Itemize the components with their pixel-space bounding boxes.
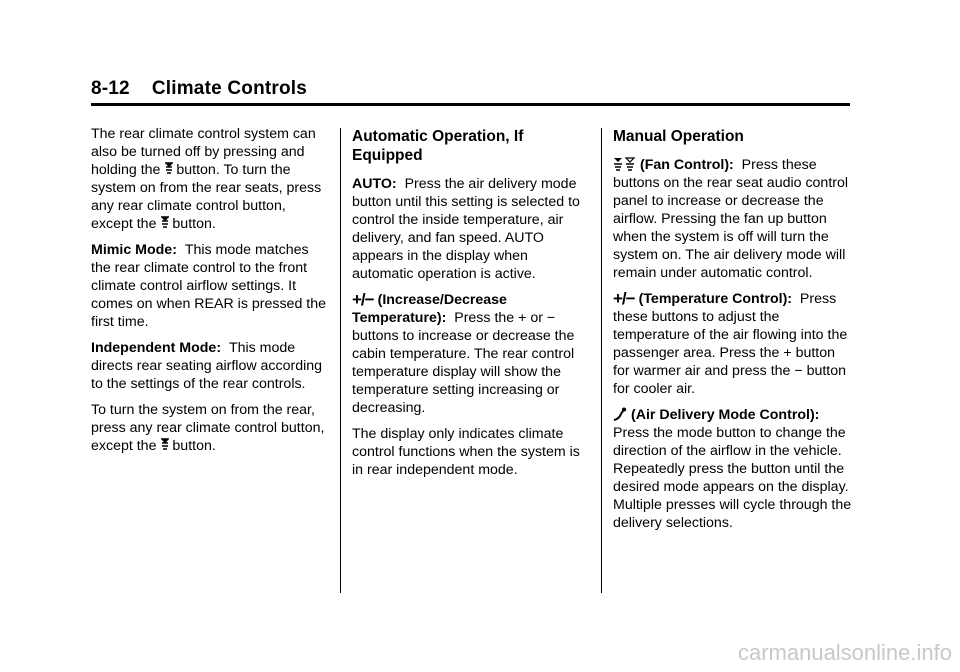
paragraph-air-delivery-mode: (Air Delivery Mode Control): Press the mode button to change the direction of the airflow in the vehicle. Repeatedly press the button until the desired mode appears on the display. Multiple presses will cycle through the delivery selections. bbox=[613, 407, 852, 531]
column-3 bbox=[613, 125, 853, 540]
paragraph-fan-control: (Fan Control): Press these buttons on the rear seat audio control panel to increase or decrease the airflow. Pressing the fan up button when the system is off will turn the system on. The air delivery mode will remain under automatic control. bbox=[613, 157, 849, 281]
fan-up-down-icon bbox=[613, 157, 637, 171]
column-divider-right bbox=[601, 128, 602, 593]
page-number: 8-12 bbox=[91, 78, 130, 99]
fan-off-icon bbox=[161, 438, 169, 452]
air-delivery-mode-icon bbox=[613, 407, 627, 421]
paragraph-increase-decrease: +/− (Increase/Decrease Temperature): Press the + or − buttons to increase or decrease the cabin temperature. The rear control temperature display will show the temperature setting increasing or decreasing. bbox=[352, 290, 575, 416]
paragraph-independent-mode: Independent Mode: This mode directs rear seating airflow according to the settings of the rear controls. bbox=[91, 340, 323, 392]
column-divider-left bbox=[340, 128, 341, 593]
paragraph-mimic-mode: Mimic Mode: This mode matches the rear climate control to the front climate control airflow settings. It comes on when REAR is pressed the first time. bbox=[91, 242, 326, 330]
page-header bbox=[91, 78, 307, 100]
plus-minus-icon: +/− bbox=[613, 289, 635, 308]
paragraph-turn-off: The rear climate control system can also be turned off by pressing and holding the button. To turn the system on from the rear seats, press any rear climate control button, except the button. bbox=[91, 126, 322, 232]
header-rule bbox=[91, 103, 850, 106]
paragraph-auto: AUTO: Press the air delivery mode button until this setting is selected to control the inside temperature, air delivery, and fan speed. AUTO appears in the display when automatic operation is active. bbox=[352, 176, 580, 282]
column-2 bbox=[352, 125, 592, 487]
plus-minus-icon: +/− bbox=[352, 290, 374, 309]
heading-automatic-operation: Automatic Operation, If Equipped bbox=[352, 128, 524, 164]
paragraph-display-note: The display only indicates climate control functions when the system is in rear independent mode. bbox=[352, 426, 580, 478]
fan-off-icon bbox=[161, 216, 169, 230]
column-1 bbox=[91, 125, 329, 463]
fan-off-icon bbox=[165, 162, 173, 176]
heading-manual-operation: Manual Operation bbox=[613, 128, 744, 145]
paragraph-turn-on: To turn the system on from the rear, press any rear climate control button, except the button. bbox=[91, 402, 325, 454]
section-title: Climate Controls bbox=[151, 78, 308, 99]
paragraph-temperature-control: +/− (Temperature Control): Press these buttons to adjust the temperature of the air flowing into the passenger area. Press the + button for warmer air and press the − button for cooler air. bbox=[613, 289, 848, 397]
watermark: carmanualsonline.info bbox=[737, 640, 952, 665]
